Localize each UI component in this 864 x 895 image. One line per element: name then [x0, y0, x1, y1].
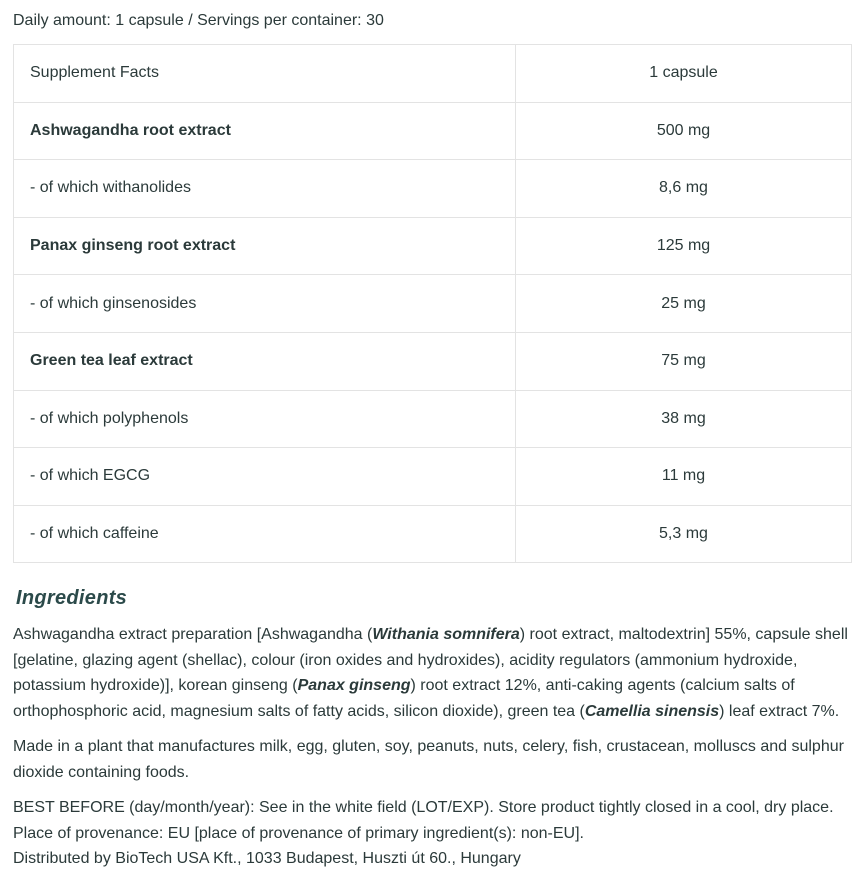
- table-row: [14, 275, 852, 333]
- table-row: [14, 160, 852, 218]
- nutrient-name: Panax ginseng root extract: [14, 217, 516, 275]
- table-header-value: 1 capsule: [516, 45, 852, 103]
- supplement-facts-table: [13, 44, 852, 563]
- nutrient-name: Green tea leaf extract: [14, 332, 516, 390]
- nutrient-amount: 8,6 mg: [516, 160, 852, 218]
- latin-name-camellia: Camellia sinensis: [584, 702, 720, 720]
- ingredients-text-part: ) root extract, maltodextrin] 55%, capsule shell [gelatine, glazing agent (shellac), colour (iron oxides and hydroxides), acidity regulators (ammonium hydroxide, potassium hydroxide)], korean ginseng (: [13, 626, 848, 695]
- latin-name-withania: Withania somnifera: [372, 626, 520, 644]
- nutrient-amount: 75 mg: [516, 332, 852, 390]
- latin-name-panax: Panax ginseng: [297, 677, 411, 695]
- table-header-label: Supplement Facts: [14, 45, 516, 103]
- table-row: [14, 217, 852, 275]
- allergen-note: Made in a plant that manufactures milk, egg, gluten, soy, peanuts, nuts, celery, fish, crustacean, molluscs and sulphur dioxide containing foods.: [13, 738, 844, 781]
- nutrient-name: - of which ginsenosides: [14, 275, 516, 333]
- table-row: [14, 505, 852, 563]
- ingredients-text-part: Ashwagandha extract preparation [Ashwagandha (: [13, 626, 373, 644]
- nutrient-name: - of which caffeine: [14, 505, 516, 563]
- nutrient-amount: 500 mg: [516, 102, 852, 160]
- ingredients-heading: Ingredients: [16, 587, 128, 610]
- table-header-row: [14, 45, 852, 103]
- nutrient-amount: 125 mg: [516, 217, 852, 275]
- nutrient-name: - of which polyphenols: [14, 390, 516, 448]
- nutrient-amount: 25 mg: [516, 275, 852, 333]
- nutrient-name: Ashwagandha root extract: [14, 102, 516, 160]
- storage-info: [13, 795, 851, 872]
- ingredients-text-part: ) root extract 12%, anti-caking agents (calcium salts of orthophosphoric acid, magnesium salts of fatty acids, silicon dioxide), green tea (: [13, 677, 795, 720]
- table-row: [14, 332, 852, 390]
- nutrient-name: - of which EGCG: [14, 448, 516, 506]
- nutrient-amount: 38 mg: [516, 390, 852, 448]
- table-row: [14, 390, 852, 448]
- nutrient-name: - of which withanolides: [14, 160, 516, 218]
- table-row: [14, 448, 852, 506]
- nutrient-amount: 5,3 mg: [516, 505, 852, 563]
- nutrient-amount: 11 mg: [516, 448, 852, 506]
- provenance-line: Place of provenance: EU [place of provenance of primary ingredient(s): non-EU].: [13, 824, 584, 842]
- table-row: [14, 102, 852, 160]
- distributor-line: Distributed by BioTech USA Kft., 1033 Budapest, Huszti út 60., Hungary: [13, 850, 521, 868]
- daily-amount-line: Daily amount: 1 capsule / Servings per container: 30: [13, 12, 384, 29]
- ingredients-text: [13, 622, 851, 724]
- best-before-line: BEST BEFORE (day/month/year): See in the white field (LOT/EXP). Store product tightly closed in a cool, dry place.: [13, 799, 834, 817]
- ingredients-text-part: ) leaf extract 7%.: [719, 702, 840, 720]
